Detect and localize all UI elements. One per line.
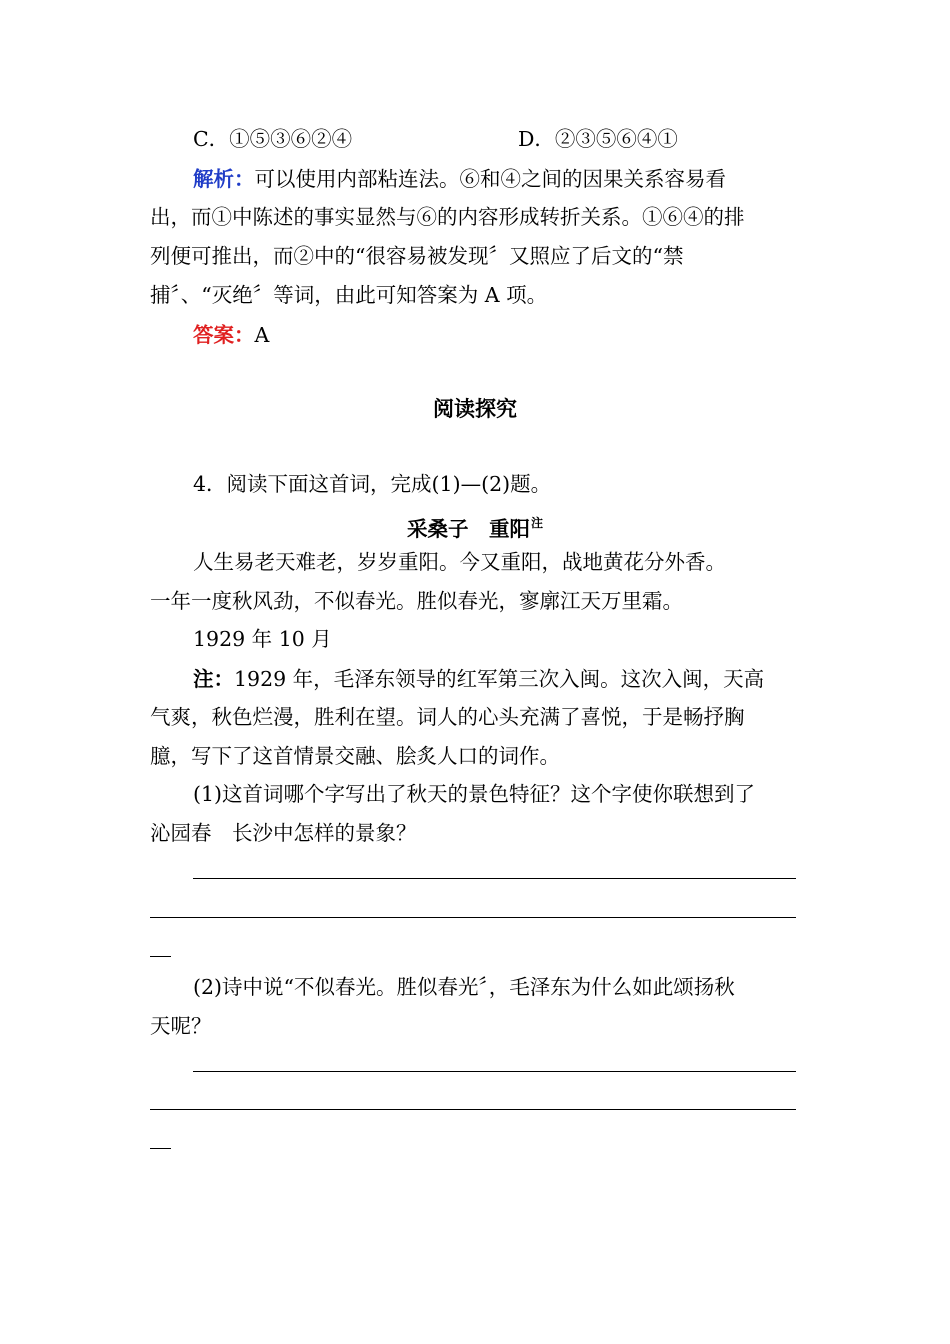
answer-line [193,323,843,347]
poem-title-text: 采桑子 重阳 [406,517,530,541]
option-d: D．②③⑤⑥④① [518,127,678,151]
poem-title [0,511,950,541]
analysis-line-2: 出，而①中陈述的事实显然与⑥的内容形成转折关系。①⑥④的排 [150,205,745,229]
option-c: C．①⑤③⑥②④ [193,127,353,151]
note-label: 注： [193,667,234,691]
q2-line-2: 天呢？ [150,1014,212,1038]
analysis-text-1: 可以使用内部粘连法。⑥和④之间的因果关系容易看 [254,167,726,191]
note-line-2: 气爽，秋色烂漫，胜利在望。词人的心头充满了喜悦，于是畅抒胸 [150,705,745,729]
question-intro: 4．阅读下面这首词，完成(1)—(2)题。 [193,472,552,496]
q2-answer-line-3[interactable] [150,1148,171,1149]
section-title: 阅读探究 [433,396,517,421]
analysis-label: 解析： [193,167,255,191]
q1-answer-line-3[interactable] [150,956,171,957]
poem-date: 1929 年 10 月 [193,627,332,651]
poem-line-1: 人生易老天难老，岁岁重阳。今又重阳，战地黄花分外香。 [193,550,726,574]
note-text-1: 1929 年，毛泽东领导的红军第三次入闽。这次入闽，天高 [234,667,765,691]
poem-line-2: 一年一度秋风劲，不似春光。胜似春光，寥廓江天万里霜。 [150,589,683,613]
analysis-line-3: 列便可推出，而②中的“很容易被发现〞又照应了后文的“禁 [150,244,684,268]
answer-value: A [254,323,270,347]
analysis-line-4: 捕〞、“灭绝〞等词，由此可知答案为 A 项。 [150,283,548,307]
q2-answer-line-1[interactable] [193,1071,796,1072]
q1-answer-line-2[interactable] [150,917,796,918]
note-line-3: 臆，写下了这首情景交融、脍炙人口的词作。 [150,744,560,768]
note-line-1 [193,667,843,691]
q2-answer-line-2[interactable] [150,1109,796,1110]
q1-answer-line-1[interactable] [193,878,796,879]
analysis-line-1 [193,167,843,191]
poem-title-note-mark: 注 [530,516,543,530]
q1-line-2: 沁园春 长沙中怎样的景象？ [150,821,417,845]
q1-line-1: (1)这首词哪个字写出了秋天的景色特征？这个字使你联想到了 [193,782,756,806]
q2-line-1: (2)诗中说“不似春光。胜似春光〞，毛泽东为什么如此颂扬秋 [193,975,735,999]
answer-label: 答案： [193,323,255,347]
